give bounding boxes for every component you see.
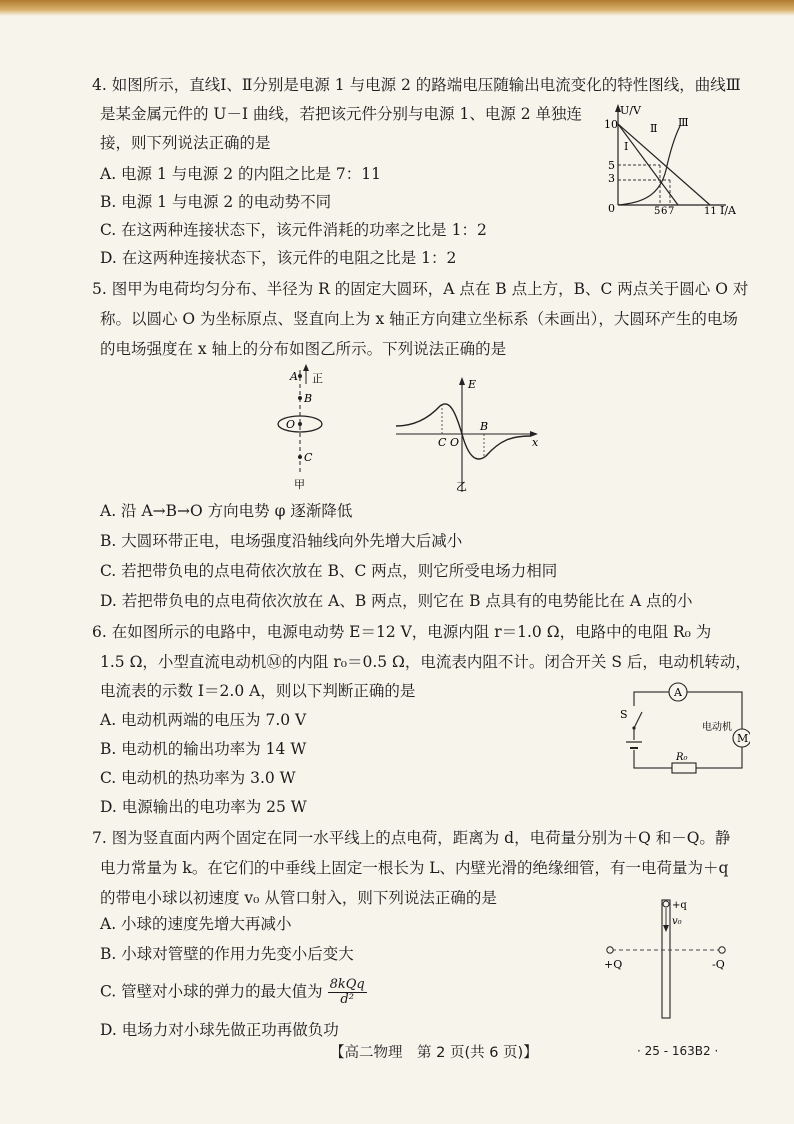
- q5-option-c: C. 若把带负电的点电荷依次放在 B、C 两点，则它所受电场力相同: [100, 562, 558, 580]
- page-footer: 【高二物理 第 2 页(共 6 页)】: [330, 1045, 538, 1061]
- q4-graph-y-label: U/V: [620, 104, 641, 117]
- q5-e-axis-label: E: [468, 378, 477, 391]
- q4-ui-graph: [598, 100, 748, 218]
- q5-yi-o: O: [450, 436, 460, 449]
- q6-stem-line-2: 1.5 Ω，小型直流电动机Ⓜ的内阻 r₀＝0.5 Ω，电流表内阻不计。闭合开关 S 后，电动机转动，: [100, 653, 751, 671]
- q7-option-b: B. 小球对管壁的作用力先变小后变大: [100, 945, 354, 963]
- q4-line-i: [618, 124, 678, 205]
- q5-point-a: A: [290, 370, 298, 383]
- q4-stem-line-1: 4. 如图所示，直线Ⅰ、Ⅱ分别是电源 1 与电源 2 的路端电压随输出电流变化的特性图线，曲线Ⅲ: [92, 76, 741, 94]
- q4-graph-xtick-5: 5: [654, 206, 661, 217]
- q4-label-ii: Ⅱ: [650, 122, 658, 135]
- q6-option-c: C. 电动机的热功率为 3.0 W: [100, 769, 296, 787]
- q7-option-a: A. 小球的速度先增大再减小: [100, 915, 292, 933]
- q4-line-ii: [618, 124, 710, 205]
- q4-graph-xtick-11: 11: [704, 206, 717, 217]
- q7-charges-figure: [600, 892, 740, 1022]
- q4-label-i: Ⅰ: [624, 140, 629, 153]
- q4-graph-x-label: I/A: [720, 204, 736, 217]
- q6-switch-label: S: [620, 708, 628, 721]
- q7-option-c: [100, 978, 367, 1007]
- q5-e-field-curve: [396, 404, 530, 459]
- q5-yi-b: B: [480, 420, 489, 433]
- q4-graph-origin: 0: [608, 202, 615, 215]
- q5-stem-line-2: 称。以圆心 O 为坐标原点、竖直向上为 x 轴正方向建立坐标系（未画出），大圆环产生的电场: [100, 310, 738, 328]
- q6-option-b: B. 电动机的输出功率为 14 W: [100, 740, 307, 758]
- q5-option-d: D. 若把带负电的点电荷依次放在 A、B 两点，则它在 B 点具有的电势能比在 A 点的小: [100, 592, 693, 610]
- q6-stem-line-1: 6. 在如图所示的电路中，电源电动势 E＝12 V，电源内阻 r＝1.0 Ω，电路中的电阻 R₀ 为: [92, 623, 712, 641]
- q4-graph-ytick-5: 5: [608, 159, 615, 172]
- q5-figure-yi: [392, 374, 542, 496]
- q5-option-a: A. 沿 A→B→O 方向电势 φ 逐渐降低: [100, 502, 353, 520]
- q7-fraction-numerator: 8kQq: [329, 977, 365, 992]
- q4-option-b: B. 电源 1 与电源 2 的电动势不同: [100, 193, 332, 211]
- q5-point-c: C: [304, 451, 313, 464]
- q6-stem-line-3: 电流表的示数 I＝2.0 A，则以下判断正确的是: [100, 682, 416, 700]
- q4-option-c: C. 在这两种连接状态下，该元件消耗的功率之比是 1：2: [100, 221, 487, 239]
- q4-option-a: A. 电源 1 与电源 2 的内阻之比是 7：11: [100, 165, 381, 183]
- q5-stem-line-1: 5. 图甲为电荷均匀分布、半径为 R 的固定大圆环，A 点在 B 点上方，B、C 两点关于圆心 O 对: [92, 280, 749, 298]
- q7-option-c-text: C. 管壁对小球的弹力的最大值为: [100, 982, 323, 1001]
- q5-caption-jia: 甲: [294, 478, 305, 491]
- q6-ammeter-label: A: [674, 686, 682, 699]
- q6-option-d: D. 电源输出的电功率为 25 W: [100, 798, 307, 816]
- q7-plus-q-label: +q: [672, 900, 687, 911]
- q7-fraction-denominator: d²: [340, 992, 354, 1007]
- q5-point-b: B: [304, 392, 313, 405]
- q5-figure-jia: [270, 362, 350, 492]
- q7-option-c-fraction: [328, 978, 367, 1007]
- q4-stem-line-3: 接，则下列说法正确的是: [100, 134, 271, 152]
- q5-point-o: O: [286, 418, 296, 431]
- q5-caption-yi: 乙: [456, 480, 467, 493]
- q5-yi-c: C: [438, 436, 447, 449]
- q4-label-iii: Ⅲ: [678, 116, 689, 129]
- q7-option-d: D. 电场力对小球先做正功再做负功: [100, 1021, 339, 1039]
- q4-graph-ytick-3: 3: [608, 172, 615, 185]
- q5-option-b: B. 大圆环带正电，电场强度沿轴线向外先增大后减小: [100, 532, 463, 550]
- q4-graph-xtick-7: 7: [668, 206, 675, 217]
- q4-graph-ytick-10: 10: [604, 118, 618, 131]
- q4-graph-xtick-6: 6: [661, 206, 668, 217]
- page-top-edge: [0, 0, 794, 16]
- q6-motor-label: 电动机: [702, 722, 732, 733]
- q5-stem-line-3: 的电场强度在 x 轴上的分布如图乙所示。下列说法正确的是: [100, 340, 507, 358]
- q7-stem-line-2: 电力常量为 k。在它们的中垂线上固定一根长为 L、内壁光滑的绝缘细管，有一电荷量为＋q: [100, 859, 729, 877]
- q7-plus-big-q-label: +Q: [604, 958, 623, 971]
- q7-minus-big-q-label: -Q: [712, 958, 725, 971]
- q6-resistor-label: R₀: [676, 752, 688, 763]
- q4-stem-line-2: 是某金属元件的 U－I 曲线，若把该元件分别与电源 1、电源 2 单独连: [100, 105, 583, 123]
- q4-option-d: D. 在这两种连接状态下，该元件的电阻之比是 1：2: [100, 249, 457, 267]
- q6-motor-symbol: M: [737, 732, 749, 745]
- q6-option-a: A. 电动机两端的电压为 7.0 V: [100, 711, 307, 729]
- q7-stem-line-3: 的带电小球以初速度 v₀ 从管口射入，则下列说法正确的是: [100, 889, 497, 907]
- q7-stem-line-1: 7. 图为竖直面内两个固定在同一水平线上的点电荷，距离为 d，电荷量分别为＋Q 和－Q。静: [92, 829, 731, 847]
- q5-positive-label: 正: [312, 372, 323, 385]
- paper-code: · 25 - 163B2 ·: [637, 1044, 719, 1058]
- q7-v0-label: v₀: [672, 916, 682, 927]
- q6-circuit-diagram: [620, 678, 750, 778]
- q5-x-axis-label: x: [532, 436, 539, 449]
